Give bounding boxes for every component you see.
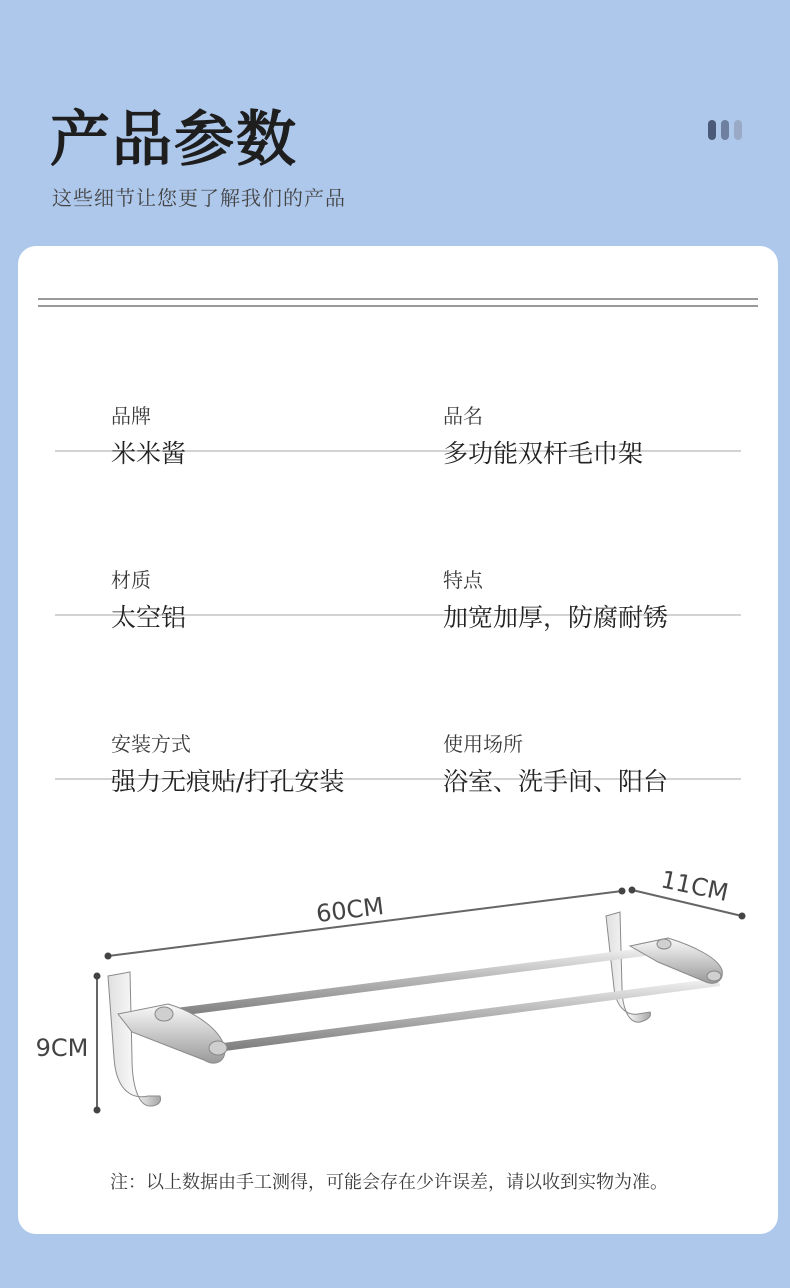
param-value: 太空铝 — [111, 603, 187, 632]
page-title: 产品参数 — [50, 105, 298, 175]
dot-2 — [721, 120, 729, 140]
param-value: 强力无痕贴/打孔安装 — [111, 767, 345, 796]
length-label: 60CM — [314, 892, 386, 929]
dot-3 — [734, 120, 742, 140]
right-bracket — [606, 912, 651, 1022]
param-label: 使用场所 — [443, 732, 523, 756]
towel-rack-diagram — [18, 246, 778, 1146]
depth-label: 11CM — [658, 865, 731, 907]
param-value: 浴室、洗手间、阳台 — [443, 767, 669, 796]
decorative-dots — [708, 120, 742, 140]
length-dimension — [105, 888, 626, 960]
upper-towel-bar — [168, 946, 660, 1017]
right-arm — [630, 938, 722, 983]
measurement-note: 注：以上数据由手工测得，可能会存在少许误差，请以收到实物为准。 — [110, 1172, 668, 1193]
height-label: 9CM — [35, 1034, 89, 1062]
param-value: 米米酱 — [111, 439, 187, 468]
param-label: 安装方式 — [111, 732, 191, 756]
left-arm — [118, 1004, 227, 1063]
param-label: 特点 — [443, 568, 483, 592]
param-value: 加宽加厚，防腐耐锈 — [443, 603, 669, 632]
dot-1 — [708, 120, 716, 140]
param-value: 多功能双杆毛巾架 — [443, 439, 644, 468]
height-dimension — [36, 973, 101, 1114]
page-subtitle: 这些细节让您更了解我们的产品 — [52, 186, 346, 210]
param-label: 品牌 — [111, 404, 151, 428]
parameter-card — [18, 246, 778, 1234]
param-label: 材质 — [111, 568, 151, 592]
depth-dimension — [629, 865, 746, 919]
param-label: 品名 — [443, 404, 483, 428]
